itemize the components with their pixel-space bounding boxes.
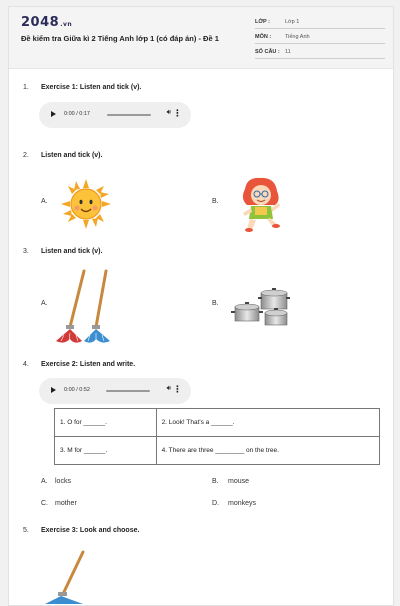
page-header: [9, 7, 394, 69]
choice-a-text[interactable]: locks: [55, 478, 71, 485]
question-number: 1.: [23, 84, 29, 91]
table-cell: 1. O for ______.: [55, 409, 157, 437]
pots-picture[interactable]: [231, 283, 293, 329]
audio-progress-bar[interactable]: [106, 390, 150, 392]
choice-d-text[interactable]: monkeys: [228, 500, 257, 507]
table-row: [55, 409, 380, 437]
choice-d-letter[interactable]: D.: [212, 500, 219, 507]
sun-picture[interactable]: [60, 178, 112, 230]
choice-b-text[interactable]: mouse: [228, 478, 250, 485]
audio-time: 0:00 / 0:52: [64, 387, 90, 393]
choice-a-letter[interactable]: A.: [41, 478, 48, 485]
option-b-label[interactable]: B.: [212, 300, 219, 307]
mops-picture[interactable]: [54, 269, 114, 345]
volume-icon[interactable]: 🔊︎: [166, 109, 171, 116]
option-a-label[interactable]: A.: [41, 300, 48, 307]
question-text: Exercise 3: Look and choose.: [41, 527, 140, 534]
question-number: 5.: [23, 527, 29, 534]
meta-count-label: SỐ CÂU :: [255, 49, 280, 55]
play-icon[interactable]: [51, 111, 56, 117]
question-text: Listen and tick (v).: [41, 248, 103, 255]
choice-b-letter[interactable]: B.: [212, 478, 219, 485]
choice-c-letter[interactable]: C.: [41, 500, 48, 507]
audio-player-2[interactable]: [39, 378, 191, 404]
more-options-icon[interactable]: ⋮: [173, 384, 182, 394]
question-number: 2.: [23, 152, 29, 159]
document-title: Đề kiểm tra Giữa kì 2 Tiếng Anh lớp 1 (có đáp án) - Đề 1: [21, 34, 219, 43]
audio-progress-bar[interactable]: [107, 114, 151, 116]
girl-picture[interactable]: [237, 175, 283, 233]
meta-subject-value: Tiếng Anh: [285, 34, 310, 40]
mop-picture: [39, 550, 89, 604]
table-cell: 2. Look! That's a ______.: [156, 409, 379, 437]
table-row: [55, 437, 380, 465]
more-options-icon[interactable]: ⋮: [173, 108, 182, 118]
meta-count: [255, 46, 385, 59]
table-cell: 4. There are three ________ on the tree.: [156, 437, 379, 465]
meta-count-value: 11: [285, 49, 291, 55]
meta-subject-label: MÔN :: [255, 34, 272, 40]
audio-time: 0:00 / 0:17: [64, 111, 90, 117]
meta-class-label: LỚP :: [255, 19, 270, 25]
table-cell: 3. M for ______.: [55, 437, 157, 465]
question-text: Listen and tick (v).: [41, 152, 103, 159]
question-text: Exercise 1: Listen and tick (v).: [41, 84, 142, 91]
question-text: Exercise 2: Listen and write.: [41, 361, 136, 368]
option-b-label[interactable]: B.: [212, 198, 219, 205]
meta-subject: [255, 31, 385, 44]
question-number: 4.: [23, 361, 29, 368]
meta-class-value: Lớp 1: [285, 19, 300, 25]
volume-icon[interactable]: 🔊︎: [166, 385, 171, 392]
fill-in-table: [54, 408, 380, 465]
meta-class: [255, 16, 385, 29]
play-icon[interactable]: [51, 387, 56, 393]
option-a-label[interactable]: A.: [41, 198, 48, 205]
question-number: 3.: [23, 248, 29, 255]
audio-player-1[interactable]: [39, 102, 191, 128]
worksheet-page: [8, 6, 394, 606]
site-logo[interactable]: 2048.vn: [21, 15, 73, 30]
choice-c-text[interactable]: mother: [55, 500, 77, 507]
